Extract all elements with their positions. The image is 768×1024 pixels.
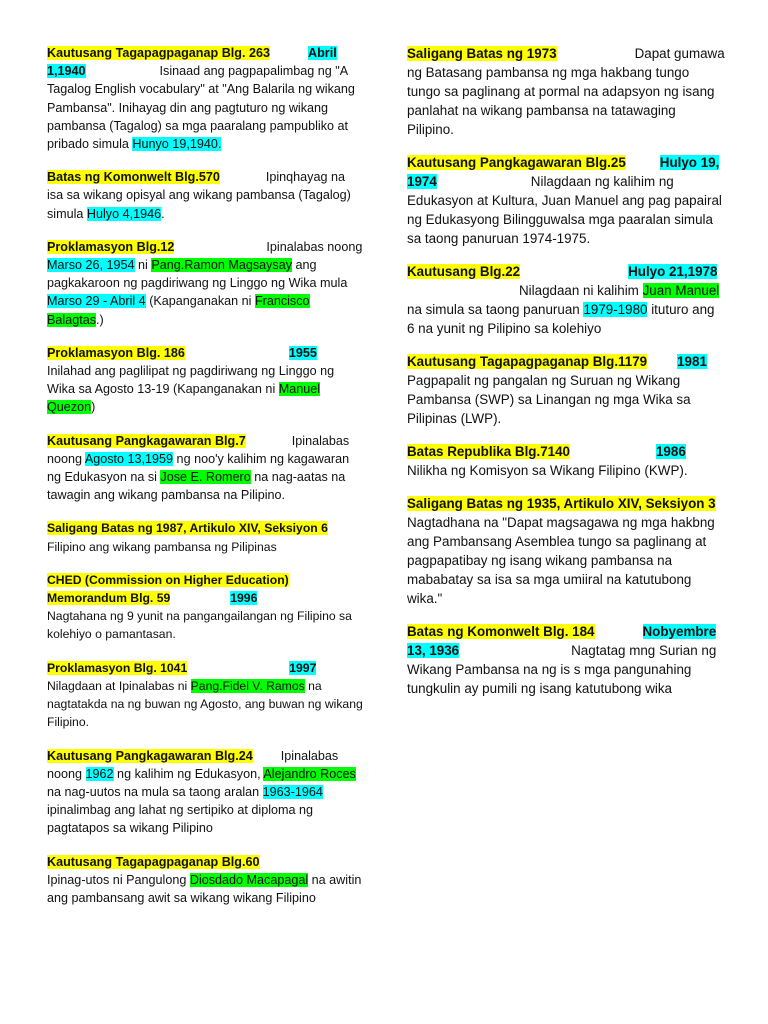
entry-heading: Batas Republika Blg.7140 (407, 444, 570, 459)
highlight-date: Agosto 13,1959 (84, 451, 174, 466)
entry-heading: Kautusang Tagapagpaganap Blg.1179 (407, 354, 648, 369)
entry-proklamasyon-186 (47, 344, 363, 417)
entry-text: Filipino ang wikang pambansa ng Pilipinas (47, 539, 277, 554)
highlight-person: Manuel Quezon (47, 382, 321, 415)
entry-heading: Saligang Batas ng 1987, Artikulo XIV, Seksiyon 6 (47, 521, 328, 536)
entry-text: Nilikha ng Komisyon sa Wikang Filipino (KWP). (407, 463, 688, 478)
entry-proklamasyon-1041 (47, 659, 363, 732)
entry-text: na nagtatakda na ng buwan ng Agosto, ang buwan ng wikang Filipino. (47, 678, 363, 730)
entry-text: ng kalihim ng Edukasyon, (113, 766, 264, 781)
entry-text: ang pagkakaroon ng pagdiriwang ng Linggo ng Wika mula (47, 258, 348, 291)
entry-text: Dapat gumawa ng Batasang pambansa ng mga hakbang tungo tungo sa paglinang at pormal na adapsyon ng isang panlahat na wikang pambansa na tatawaging Pilipino. (407, 46, 725, 137)
highlight-date-range: 1963-1964 (262, 784, 323, 799)
entry-text-end: .) (96, 312, 104, 327)
entry-bk-184 (407, 622, 725, 698)
entry-kp-25 (407, 153, 725, 248)
highlight-person: Juan Manuel (642, 283, 720, 298)
entry-text-end: . (161, 206, 165, 221)
entry-text: ituturo ang 6 na yunit ng Pilipino sa kolehiyo (407, 302, 715, 336)
entry-date: Abril 1,1940 (47, 46, 337, 79)
entry-kp-7 (47, 432, 363, 505)
entry-date: Hulyo 19, 1974 (407, 155, 720, 189)
entry-text: Ipinqhayag na isa sa wikang opisyal ang wikang pambansa (Tagalog) simula (47, 170, 351, 221)
entry-heading: Kautusang Tagapagpaganap Blg.60 (47, 854, 260, 869)
highlight-person: Francisco Balagtas (47, 294, 310, 327)
entry-text: na awitin ang pambansang awit sa wikang wikang Filipino (47, 872, 362, 905)
highlight-person: Pang.Fidel V. Ramos (190, 678, 305, 693)
entry-text: Nagtahana ng 9 yunit na pangangailangan ng Filipino sa kolehiyo o pamantasan. (47, 609, 352, 642)
right-column (407, 44, 725, 712)
highlight-date-range: 1979-1980 (583, 302, 648, 317)
entry-heading: Kautusang Pangkagawaran Blg.25 (407, 155, 626, 170)
left-column (47, 44, 363, 922)
entry-heading: Proklamasyon Blg. 1041 (47, 660, 188, 675)
highlight-date: Marso 26, 1954 (47, 258, 135, 273)
entry-heading: Kautusang Pangkagawaran Blg.24 (47, 748, 253, 763)
highlight-date-range: Marso 29 - Abril 4 (47, 294, 146, 309)
entry-text: Ipinalabas noong (47, 748, 339, 781)
entry-kt-60 (47, 853, 363, 908)
entry-text: na simula sa taong panuruan (407, 302, 584, 317)
entry-text: na nag-aatas na tawagin ang wikang pambansa na Pilipino. (47, 470, 346, 503)
entry-text: ipinalimbag ang lahat ng sertipiko at diploma ng pagtatapos sa wikang Pilipino (47, 803, 314, 836)
entry-sb-1935 (407, 494, 725, 608)
entry-text: Nilagdaan at Ipinalabas ni (47, 678, 191, 693)
entry-date: Hulyo 21,1978 (628, 264, 718, 279)
entry-kautusang-22 (407, 262, 725, 338)
entry-heading: Proklamasyon Blg.12 (47, 239, 175, 254)
entry-text: Nilagdaan ng kalihim ng Edukasyon at Kultura, Juan Manuel ang pag papairal ng Edukasyong Bilingguwalsa mga paaralan simula sa taong panuruan 1974-1975. (407, 174, 722, 246)
entry-heading: CHED (Commission on Higher Education) Memorandum Blg. 59 (47, 572, 289, 606)
entry-text: Ipinalabas noong (266, 239, 363, 254)
highlight-person: Pang.Ramon Magsaysay (151, 258, 293, 273)
entry-date: 1981 (677, 354, 707, 369)
entry-text: Nilagdaan ni kalihim (519, 283, 643, 298)
entry-ched-59 (47, 571, 363, 644)
entry-text: Ipinag-utos ni Pangulong (47, 872, 190, 887)
highlight-date: 1962 (85, 766, 114, 781)
entry-date: 1996 (230, 591, 258, 606)
entry-date: 1997 (289, 660, 317, 675)
entry-heading: Proklamasyon Blg. 186 (47, 345, 185, 360)
entry-text: ni (134, 258, 152, 273)
entry-heading: Batas ng Komonwelt Blg. 184 (407, 624, 595, 639)
entry-text: Nagtatag mng Surian ng Wikang Pambansa na ng is s mga pangunahing tungkulin ay pumili ng isang katutubong wika (407, 643, 717, 696)
highlight-date: Hulyo 4,1946 (86, 206, 162, 221)
entry-text: Isinaad ang pagpapalimbag ng "A Tagalog English vocabulary" at "Ang Balarila ng wikang Pambansa". Inihayag din ang pagtuturo ng wikang pambansa (Tagalog) sa mga paaralang pampubliko at pribado simula (47, 64, 355, 152)
entry-heading: Kautusang Pangkagawaran Blg.7 (47, 433, 246, 448)
entry-sb-1973 (407, 44, 725, 139)
entry-kt-1179 (407, 352, 725, 428)
entry-text: na nag-uutos na mula sa taong aralan (47, 784, 263, 799)
entry-heading: Kautusang Tagapagpaganap Blg. 263 (47, 46, 270, 60)
highlight-person: Jose E. Romero (160, 470, 251, 485)
entry-text: ng noo'y kalihim ng kagawaran ng Edukasyon na si (47, 451, 350, 485)
entry-heading: Saligang Batas ng 1935, Artikulo XIV, Seksiyon 3 (407, 496, 716, 511)
entry-text: Inilahad ang paglilipat ng pagdiriwang ng Linggo ng Wika sa Agosto 13-19 (Kapanganakan ni (47, 364, 335, 397)
entry-text: Nagtadhana na "Dapat magsagawa ng mga hakbng ang Pambansang Asemblea tungo sa paglinang at pagpapatibay ng isang wikang pambansa na mababatay sa isa sa mga umiiral na katutubong wika." (407, 515, 715, 606)
entry-text: Ipinalabas noong (47, 433, 350, 466)
entry-heading: Saligang Batas ng 1973 (407, 46, 557, 61)
entry-text: Pagpapalit ng pangalan ng Suruan ng Wikang Pambansa (SWP) sa Linangan ng mga Wika sa Pilipinas (LWP). (407, 373, 691, 426)
entry-kt-263 (47, 44, 363, 153)
entry-text: (Kapanganakan ni (145, 294, 255, 309)
entry-heading: Batas ng Komonwelt Blg.570 (47, 170, 220, 185)
entry-text-end: ) (91, 400, 96, 415)
entry-date: 1986 (655, 444, 686, 459)
entry-proklamasyon-12 (47, 238, 363, 329)
entry-date: 1955 (288, 345, 317, 360)
entry-br-7140 (407, 442, 725, 480)
entry-sb-1987 (47, 519, 363, 555)
highlight-person: Alejandro Roces (263, 766, 356, 781)
entry-kp-24 (47, 747, 363, 838)
entry-bk-570 (47, 168, 363, 223)
highlight-person: Diosdado Macapagal (189, 872, 309, 887)
entry-date: Nobyembre 13, 1936 (407, 624, 717, 658)
entry-heading: Kautusang Blg.22 (407, 264, 521, 279)
highlight-date: Hunyo 19,1940. (132, 137, 222, 152)
